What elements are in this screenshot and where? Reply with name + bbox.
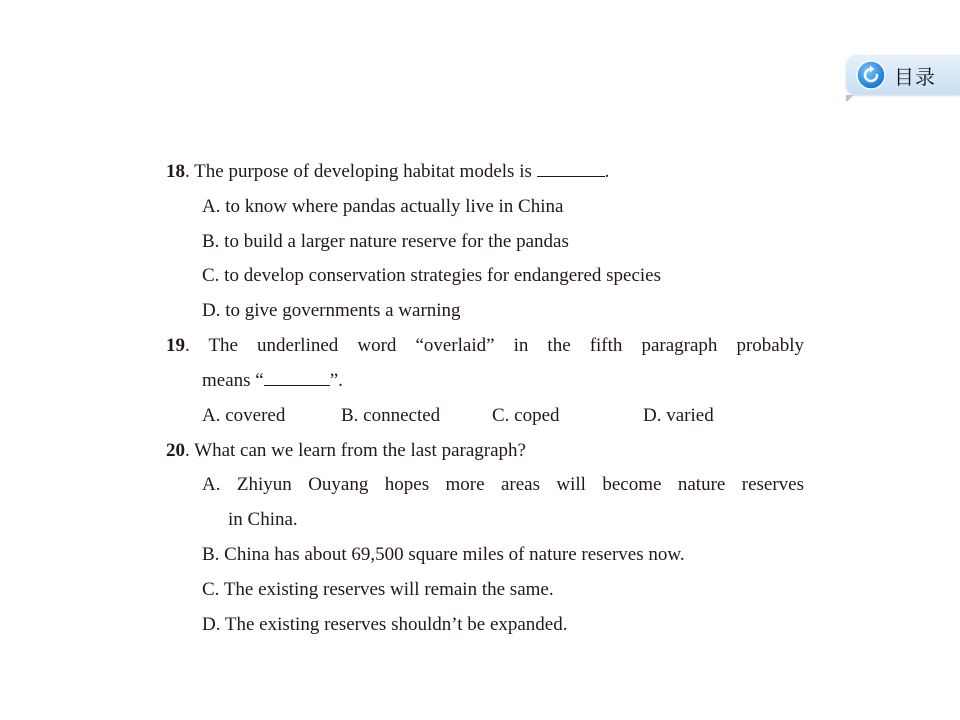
option-19-c: C. coped xyxy=(492,405,560,426)
question-20-stem xyxy=(166,439,526,463)
question-number: 20 xyxy=(166,440,185,461)
option-20-b: B. China has about 69,500 square miles of nature reserves now. xyxy=(202,544,685,565)
toc-label: 目录 xyxy=(894,64,936,89)
answer-blank xyxy=(264,369,330,386)
option-20-d: D. The existing reserves shouldn’t be expanded. xyxy=(202,614,568,635)
refresh-circle-icon xyxy=(856,60,886,90)
question-19-stem xyxy=(166,334,804,358)
question-18-stem xyxy=(166,160,609,184)
option-18-d: D. to give governments a warning xyxy=(202,300,461,321)
question-text: . The underlined word “overlaid” in the fifth paragraph probably xyxy=(185,335,804,356)
option-20-a-continued: in China. xyxy=(228,509,298,530)
option-18-a: A. to know where pandas actually live in China xyxy=(202,196,564,217)
question-text-end: ”. xyxy=(329,370,343,391)
question-number: 18 xyxy=(166,161,185,182)
answer-blank xyxy=(537,160,605,177)
option-19-b: B. connected xyxy=(341,405,441,426)
question-number: 19 xyxy=(166,335,185,356)
option-20-c: C. The existing reserves will remain the same. xyxy=(202,579,554,600)
option-20-a: A. Zhiyun Ouyang hopes more areas will become nature reserves xyxy=(202,474,804,495)
question-text: means “ xyxy=(202,370,264,391)
option-18-b: B. to build a larger nature reserve for the pandas xyxy=(202,231,569,252)
option-19-a: A. covered xyxy=(202,405,286,426)
toc-button[interactable] xyxy=(846,55,960,95)
question-text-end: . xyxy=(604,161,610,182)
question-19-stem-line2 xyxy=(202,369,343,393)
question-text: . What can we learn from the last paragraph? xyxy=(185,440,526,461)
option-18-c: C. to develop conservation strategies for endangered species xyxy=(202,265,662,286)
option-19-d: D. varied xyxy=(643,405,714,426)
question-text: . The purpose of developing habitat models is xyxy=(185,161,537,182)
